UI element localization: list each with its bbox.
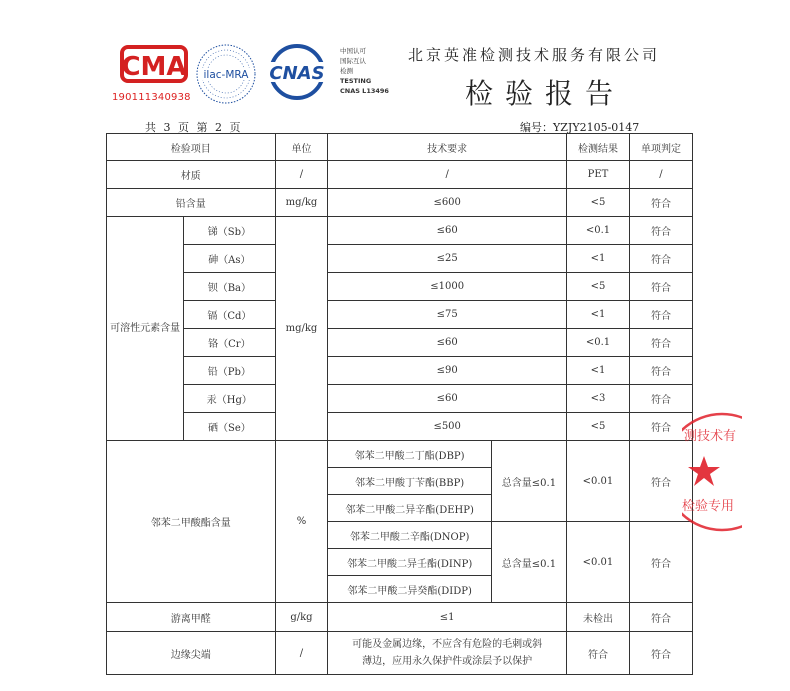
row-requirement: ≤60: [328, 385, 567, 413]
table-row: [107, 357, 693, 385]
row-result: <1: [567, 357, 630, 385]
row-judgment: 符合: [629, 301, 692, 329]
row-requirement: ≤90: [328, 357, 567, 385]
phthalate-name: 邻苯二甲酸二异癸酯(DIDP): [328, 576, 492, 603]
row-requirement: ≤1: [328, 603, 567, 632]
phthalate-name: 邻苯二甲酸二异辛酯(DEHP): [328, 495, 492, 522]
table-row: [107, 329, 693, 357]
row-requirement: ≤60: [328, 217, 567, 245]
row-unit: mg/kg: [275, 189, 328, 217]
row-judgment: 符合: [629, 189, 692, 217]
row-result: 符合: [567, 632, 630, 675]
table-row: [107, 603, 693, 632]
svg-text:测技术有: 测技术有: [684, 429, 737, 444]
cnas-accreditation-text: 中国认可 国际互认 检测 TESTING CNAS L13496: [340, 47, 389, 95]
element-name: 汞（Hg）: [184, 385, 275, 413]
row-unit: /: [275, 632, 328, 675]
report-number: 编号：YZJY2105-0147: [520, 121, 640, 134]
row-judgment: 符合: [629, 385, 692, 413]
svg-text:CMA: CMA: [121, 52, 187, 82]
row-requirement: ≤25: [328, 245, 567, 273]
phthalate-name: 邻苯二甲酸二辛酯(DNOP): [328, 522, 492, 549]
row-unit: /: [275, 161, 328, 189]
phthalate-name: 邻苯二甲酸二丁酯(DBP): [328, 441, 492, 468]
row-unit: g/kg: [275, 603, 328, 632]
phthalate-unit: %: [275, 441, 328, 603]
row-requirement: 可能及金属边缘，不应含有危险的毛刺或斜 薄边，应用永久保护件或涂层予以保护: [328, 632, 567, 675]
row-judgment: 符合: [629, 413, 692, 441]
row-result: <0.1: [567, 217, 630, 245]
report-title: 检验报告: [465, 77, 626, 110]
row-result: <5: [567, 189, 630, 217]
row-result: <5: [567, 273, 630, 301]
phthalate-result: <0.01: [567, 522, 630, 603]
row-requirement: ≤500: [328, 413, 567, 441]
row-result: <3: [567, 385, 630, 413]
row-result: PET: [567, 161, 630, 189]
row-item: 边缘尖端: [107, 632, 276, 675]
table-row: [107, 189, 693, 217]
row-requirement: ≤75: [328, 301, 567, 329]
row-judgment: 符合: [629, 357, 692, 385]
company-name: 北京英准检测技术服务有限公司: [408, 46, 661, 64]
row-judgment: 符合: [629, 217, 692, 245]
element-name: 铅（Pb）: [184, 357, 275, 385]
element-name: 铬（Cr）: [184, 329, 275, 357]
header-item: 检验项目: [107, 134, 276, 161]
row-result: <1: [567, 245, 630, 273]
row-item: 材质: [107, 161, 276, 189]
row-requirement: ≤1000: [328, 273, 567, 301]
test-results-table: [106, 133, 693, 675]
table-row: [107, 441, 693, 468]
svg-text:检验专用: 检验专用: [682, 499, 735, 514]
header-result: 检测结果: [567, 134, 630, 161]
row-judgment: 符合: [629, 329, 692, 357]
element-name: 硒（Se）: [184, 413, 275, 441]
row-result: <0.1: [567, 329, 630, 357]
ilac-mra-logo: [195, 43, 257, 105]
table-row: [107, 413, 693, 441]
element-name: 砷（As）: [184, 245, 275, 273]
header-unit: 单位: [275, 134, 328, 161]
table-row: [107, 632, 693, 675]
phthalate-judgment: 符合: [629, 441, 692, 522]
row-result: <5: [567, 413, 630, 441]
row-requirement: /: [328, 161, 567, 189]
header-requirement: 技术要求: [328, 134, 567, 161]
table-row: [107, 217, 693, 245]
row-requirement: ≤600: [328, 189, 567, 217]
row-judgment: 符合: [629, 632, 692, 675]
row-requirement: ≤60: [328, 329, 567, 357]
table-header-row: [107, 134, 693, 161]
row-item: 铅含量: [107, 189, 276, 217]
phthalate-group-label: 邻苯二甲酸酯含量: [107, 441, 276, 603]
row-judgment: 符合: [629, 273, 692, 301]
table-row: [107, 301, 693, 329]
phthalate-requirement: 总含量≤0.1: [491, 441, 566, 522]
row-item: 游离甲醛: [107, 603, 276, 632]
element-name: 锑（Sb）: [184, 217, 275, 245]
soluble-unit: mg/kg: [275, 217, 328, 441]
phthalate-name: 邻苯二甲酸二异壬酯(DINP): [328, 549, 492, 576]
soluble-group-label: 可溶性元素含量: [107, 217, 184, 441]
table-row: [107, 245, 693, 273]
cnas-logo: [262, 44, 332, 100]
page-count: 共 3 页 第 2 页: [145, 121, 241, 134]
table-row: [107, 385, 693, 413]
table-row: [107, 161, 693, 189]
report-header: [0, 0, 790, 118]
header-judgment: 单项判定: [629, 134, 692, 161]
phthalate-requirement: 总含量≤0.1: [491, 522, 566, 603]
row-result: 未检出: [567, 603, 630, 632]
svg-text:CNAS: CNAS: [269, 63, 325, 84]
row-result: <1: [567, 301, 630, 329]
element-name: 钡（Ba）: [184, 273, 275, 301]
table-row: [107, 273, 693, 301]
svg-text:ilac-MRA: ilac-MRA: [203, 69, 249, 81]
inspection-stamp: [682, 410, 742, 535]
phthalate-name: 邻苯二甲酸丁苄酯(BBP): [328, 468, 492, 495]
phthalate-result: <0.01: [567, 441, 630, 522]
row-judgment: /: [629, 161, 692, 189]
row-judgment: 符合: [629, 603, 692, 632]
row-judgment: 符合: [629, 245, 692, 273]
element-name: 镉（Cd）: [184, 301, 275, 329]
phthalate-judgment: 符合: [629, 522, 692, 603]
cma-logo: [120, 45, 188, 85]
cma-number: 190111340938: [112, 92, 191, 103]
